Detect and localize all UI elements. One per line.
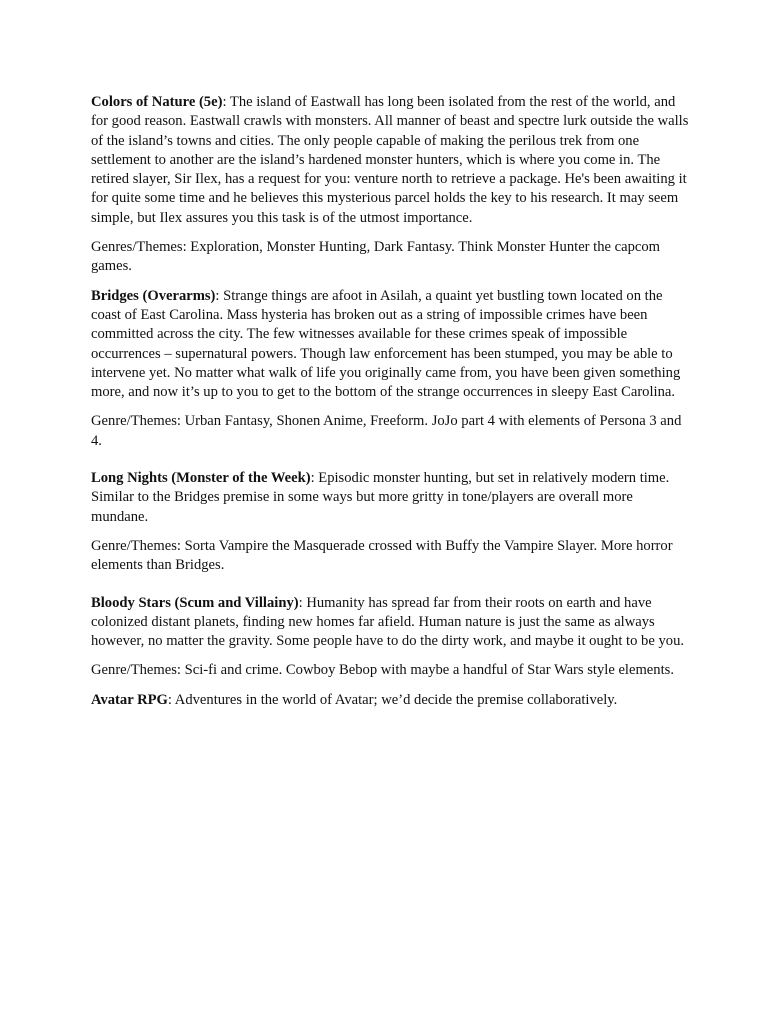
entry-description: Humanity has spread far from their roots on earth and have colonized distant planets, finding new homes far afield. Human nature is just the same as always however, no matter the gravity. Some people have to do the dirty work, and maybe it ought to be you. <box>91 594 685 650</box>
entry-genres: Genre/Themes: Sorta Vampire the Masquerade crossed with Buffy the Vampire Slayer. More horror elements than Bridges. <box>91 537 673 574</box>
entry-long-nights <box>91 469 691 527</box>
entry-separator: : <box>215 287 220 304</box>
entry-genres: Genre/Themes: Sci-fi and crime. Cowboy Bebop with maybe a handful of Star Wars style elements. <box>91 662 674 679</box>
entry-separator: : <box>222 94 227 110</box>
entry-title: Avatar RPG <box>91 691 168 708</box>
entry-avatar-rpg <box>91 691 691 710</box>
entry-separator: : <box>167 691 172 708</box>
entry-bloody-stars <box>91 594 691 652</box>
entry-title: Colors of Nature (5e) <box>91 94 223 110</box>
entry-bridges <box>91 287 691 403</box>
entry-separator: : <box>298 594 303 611</box>
entry-title: Bridges (Overarms) <box>91 287 216 304</box>
entry-genres: Genre/Themes: Urban Fantasy, Shonen Anime, Freeform. JoJo part 4 with elements of Persona 3 and 4. <box>91 413 682 449</box>
entry-title: Bloody Stars (Scum and Villainy) <box>91 594 299 611</box>
entry-title: Long Nights (Monster of the Week) <box>91 470 311 487</box>
entry-description: Adventures in the world of Avatar; we’d decide the premise collaboratively. <box>171 691 618 708</box>
entry-genres: Genres/Themes: Exploration, Monster Hunting, Dark Fantasy. Think Monster Hunter the capcom games. <box>91 239 661 275</box>
entry-description: The island of Eastwall has long been isolated from the rest of the world, and for good reason. Eastwall crawls with monsters. All manner of beast and spectre lurk outside the walls of the island’s towns and cities. The only people capable of making the perilous trek from one settlement to another are the island’s hardened monster hunters, which is where you come in. The retired slayer, Sir Ilex, has a request for you: venture north to retrieve a package. He's been awaiting it for quite some time and he believes this mysterious parcel holds the key to his research. It may seem simple, but Ilex assures you this task is of the utmost importance. <box>91 94 689 226</box>
entry-colors-of-nature <box>91 93 691 228</box>
document-page <box>91 93 691 720</box>
entry-separator: : <box>310 470 315 487</box>
entry-description: Episodic monster hunting, but set in relatively modern time. Similar to the Bridges premise in some ways but more gritty in tone/players are overall more mundane. <box>91 470 670 525</box>
entry-description: Strange things are afoot in Asilah, a quaint yet bustling town located on the coast of East Carolina. Mass hysteria has broken out as a string of impossible crimes have been committed across the city. The few witnesses available for these crimes speak of impossible occurrences – supernatural powers. Though law enforcement has been stumped, you may be able to intervene yet. No matter what walk of life you originally came from, you have been given something more, and now it’s up to you to get to the bottom of the strange occurrences in sleepy East Carolina. <box>91 287 681 401</box>
